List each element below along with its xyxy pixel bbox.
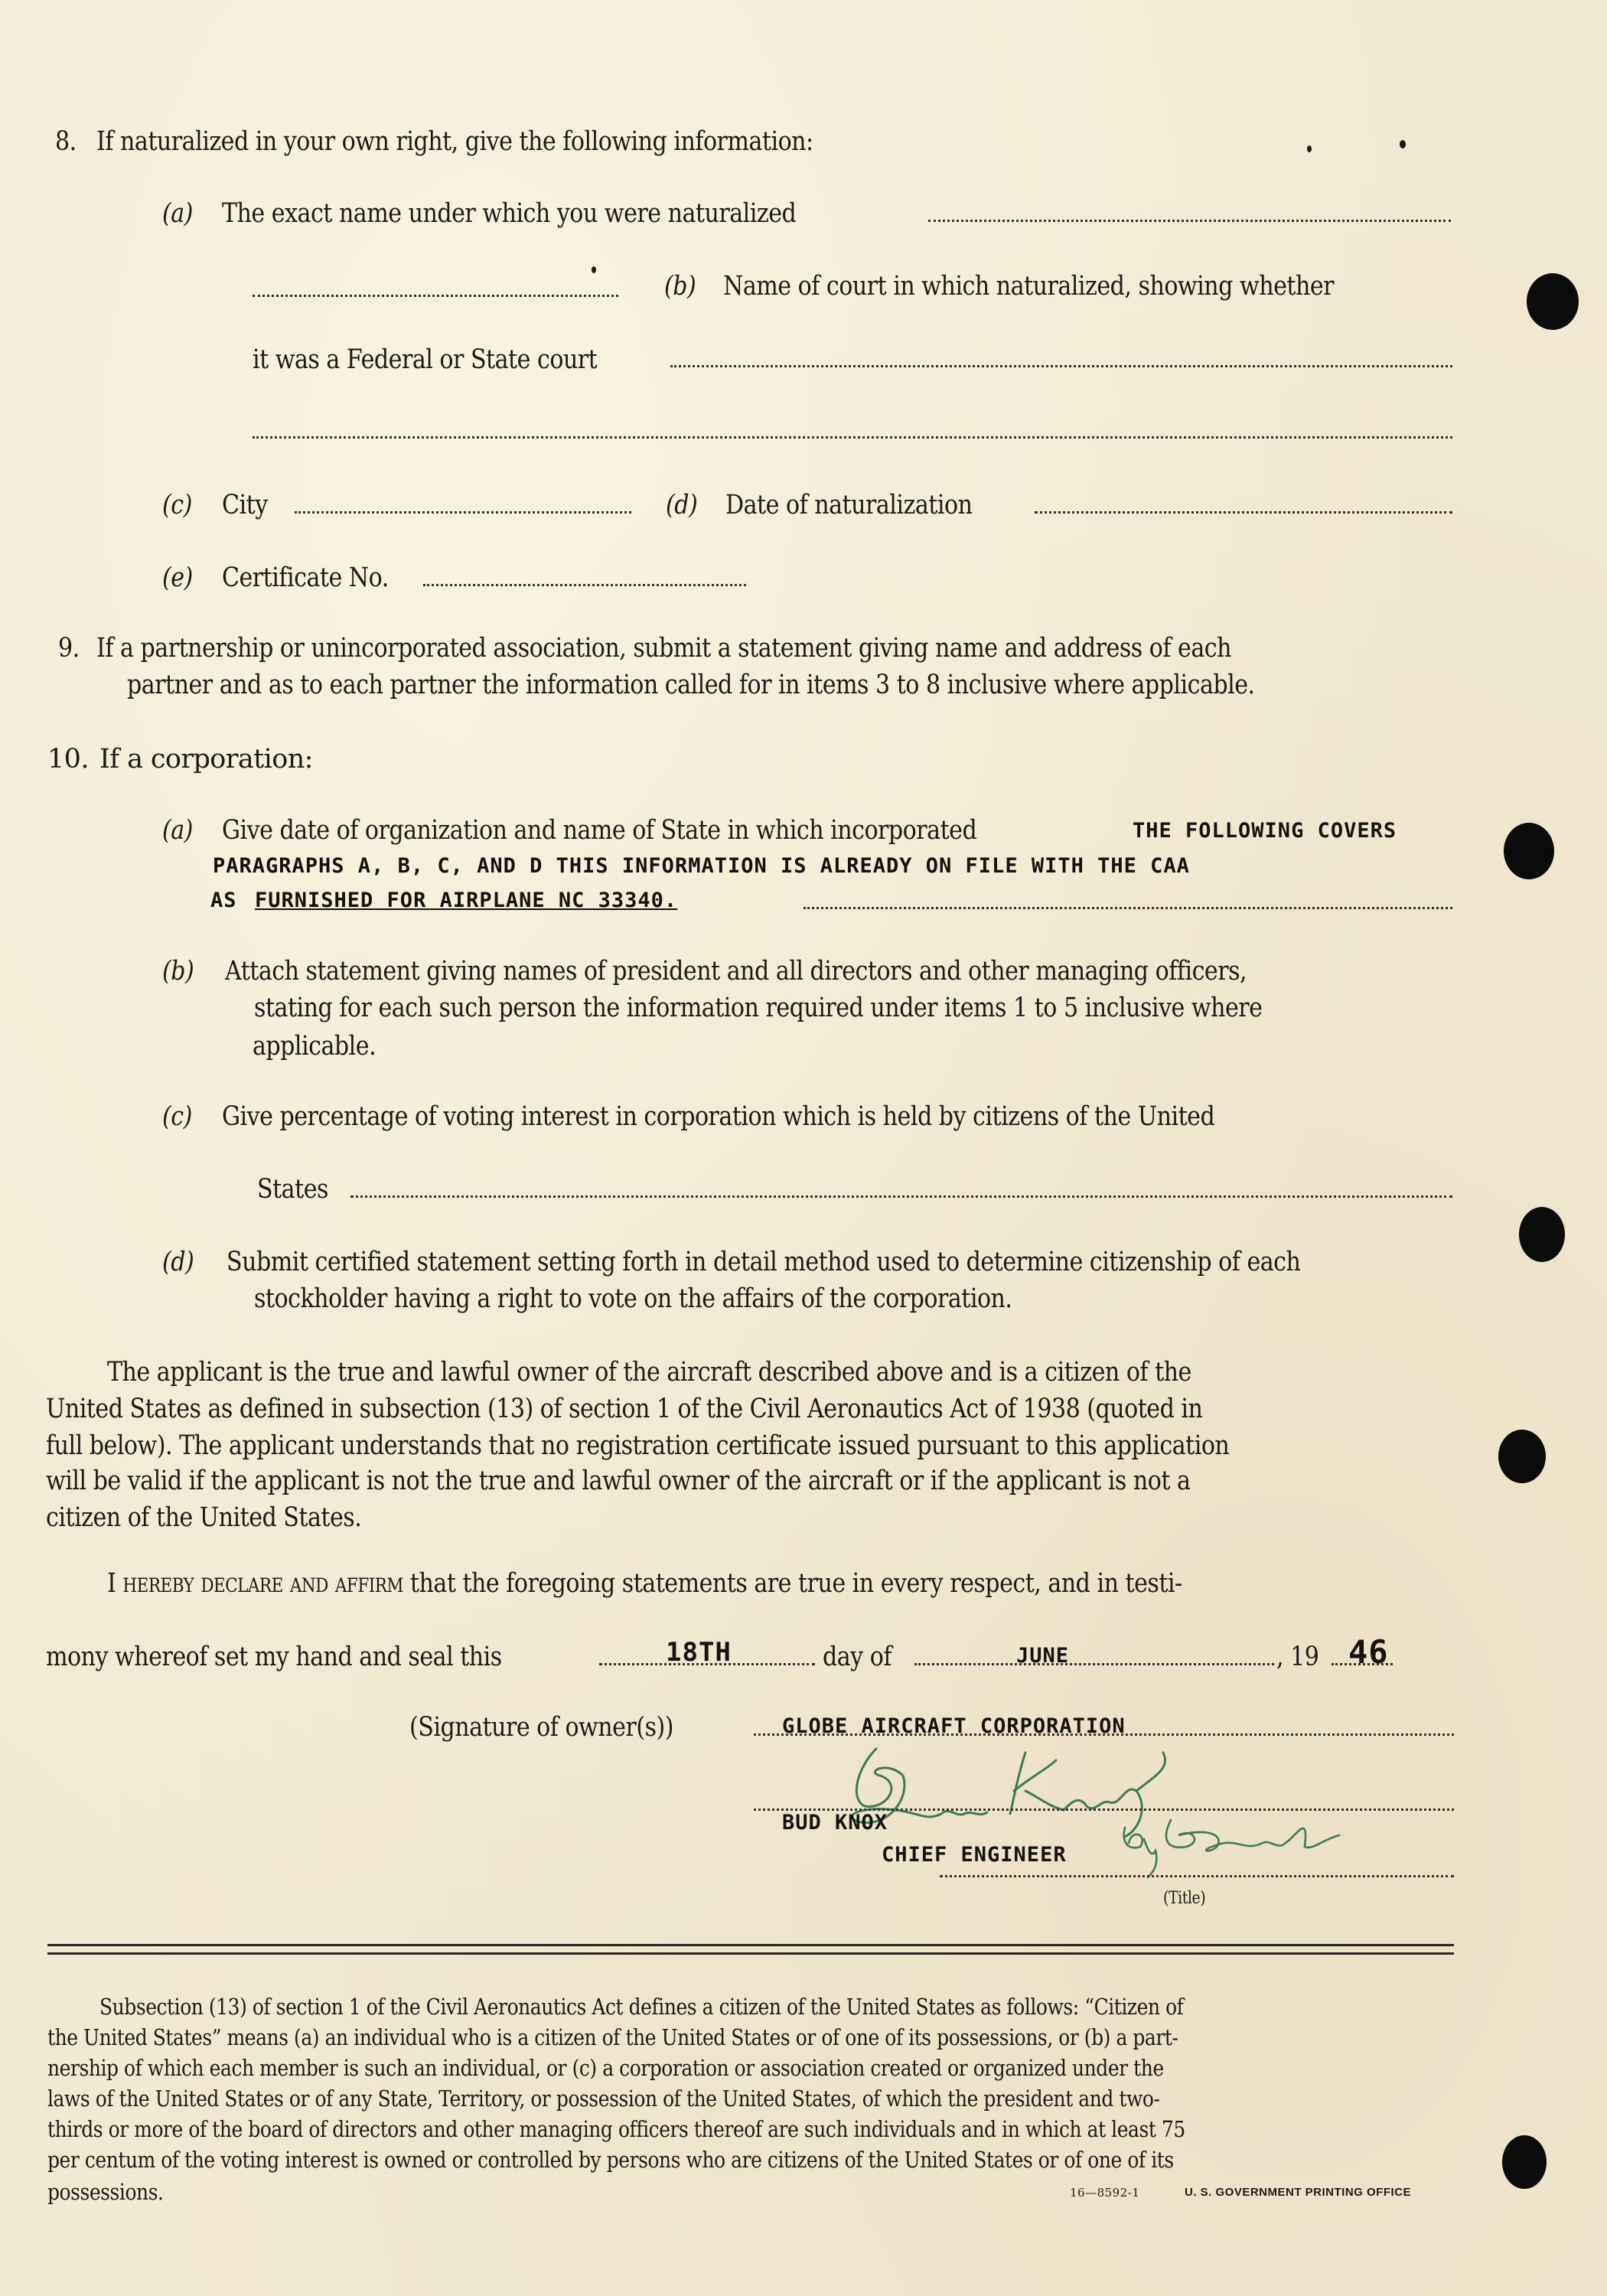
- court-field-line-2[interactable]: [253, 436, 1452, 439]
- statement-text: will be valid if the applicant is not the true and lawful owner of the aircraft or if the applicant is not a: [46, 1466, 1191, 1496]
- form-number: 16—8592-1: [1070, 2186, 1140, 2200]
- declaration-line-1: [107, 1570, 1182, 1597]
- declaration-line-2: mony whereof set my hand and seal this: [46, 1642, 502, 1672]
- footnote-text: nership of which each member is such an individual, or (c) a corporation or association created or organized under the: [47, 2055, 1164, 2081]
- field-label-certificate-no: Certificate No.: [222, 563, 389, 593]
- footnote-text: per centum of the voting interest is owned or controlled by persons who are citizens of the United States or of one of its: [47, 2147, 1174, 2173]
- subitem-text: Submit certified statement setting forth in detail method used to determine citizenship of each: [227, 1247, 1301, 1277]
- voting-interest-field[interactable]: [350, 1195, 1452, 1198]
- ink-speck: [1400, 140, 1406, 148]
- subitem-label: (e): [162, 563, 193, 593]
- subitem-text: stockholder having a right to vote on the affairs of the corporation.: [254, 1283, 1012, 1314]
- naturalization-date-field[interactable]: [1035, 511, 1452, 514]
- year-value[interactable]: 46: [1348, 1633, 1389, 1671]
- punch-hole: [1502, 2135, 1547, 2189]
- statement-text: United States as defined in subsection (13) of section 1 of the Civil Aeronautics Act of 1938 (quoted in: [46, 1394, 1203, 1424]
- ink-speck: [592, 266, 596, 273]
- title-field[interactable]: [940, 1875, 1454, 1877]
- footnote-text: thirds or more of the board of directors and other managing officers thereof are such individuals and in which at least 75: [47, 2116, 1185, 2142]
- item-number: 8.: [55, 126, 77, 157]
- item-text: partner and as to each partner the information called for in items 3 to 8 inclusive where applicable.: [127, 670, 1255, 700]
- typed-answer[interactable]: THE FOLLOWING COVERS: [1133, 819, 1397, 843]
- statement-text: The applicant is the true and lawful owner of the aircraft described above and is a citizen of the: [107, 1357, 1191, 1388]
- typed-answer-underlined[interactable]: FURNISHED FOR AIRPLANE NC 33340.: [255, 889, 678, 912]
- footnote-text: possessions.: [47, 2179, 164, 2205]
- subitem-label: (b): [162, 956, 194, 987]
- subitem-text: States: [257, 1174, 328, 1205]
- statement-text: citizen of the United States.: [46, 1502, 362, 1533]
- item-heading: If naturalized in your own right, give the following information:: [96, 126, 813, 157]
- footnote-text: Subsection (13) of section 1 of the Civil Aeronautics Act defines a citizen of the United States as follows: “Citizen of: [99, 1994, 1184, 2020]
- day-of-label: day of: [823, 1642, 892, 1672]
- owner-typed-name[interactable]: GLOBE AIRCRAFT CORPORATION: [782, 1714, 1126, 1738]
- field-label-naturalization-date: Date of naturalization: [725, 490, 973, 520]
- typed-answer[interactable]: PARAGRAPHS A, B, C, AND D THIS INFORMATION IS ALREADY ON FILE WITH THE CAA: [213, 854, 1190, 878]
- footnote-text: laws of the United States or of any State, Territory, or possession of the United States, of which the president and two-: [47, 2086, 1160, 2112]
- handwritten-by-signature: [1117, 1805, 1423, 1881]
- subitem-label: (d): [666, 490, 698, 520]
- month-field[interactable]: [914, 1663, 1274, 1665]
- divider-rule: [47, 1944, 1454, 1946]
- subitem-label: (d): [162, 1247, 194, 1277]
- subitem-label: (a): [162, 815, 193, 846]
- subitem-text: Give percentage of voting interest in corporation which is held by citizens of the United: [222, 1101, 1215, 1132]
- city-field[interactable]: [295, 511, 631, 514]
- statement-text: full below). The applicant understands that no registration certificate issued pursuant to this application: [46, 1430, 1230, 1461]
- naturalized-name-field-continued[interactable]: [253, 295, 618, 297]
- subitem-label: (b): [664, 271, 696, 302]
- item-number: 10.: [47, 744, 89, 775]
- title-label: (Title): [1163, 1889, 1206, 1908]
- month-value[interactable]: JUNE: [1016, 1644, 1070, 1668]
- field-label-city: City: [222, 490, 268, 520]
- signer-typed-name[interactable]: BUD KNOX: [782, 1811, 888, 1835]
- subitem-label: (a): [162, 198, 193, 229]
- item-text: If a partnership or unincorporated association, submit a statement giving name and address of each: [96, 633, 1231, 664]
- ink-speck: [1307, 145, 1312, 152]
- declaration-lead: I hereby declare and affirm: [107, 1568, 403, 1599]
- incorporation-field[interactable]: [804, 907, 1452, 909]
- title-typed[interactable]: CHIEF ENGINEER: [882, 1843, 1067, 1867]
- signature-label: (Signature of owner(s)): [409, 1712, 673, 1743]
- punch-hole: [1498, 1430, 1546, 1483]
- punch-hole: [1527, 273, 1579, 330]
- year-prefix: , 19: [1276, 1642, 1319, 1672]
- item-heading: If a corporation:: [99, 744, 313, 775]
- court-field[interactable]: [670, 365, 1452, 367]
- subitem-text: applicable.: [253, 1031, 376, 1062]
- day-value[interactable]: 18TH: [666, 1637, 732, 1668]
- divider-rule: [47, 1952, 1454, 1955]
- field-label-naturalized-name: The exact name under which you were naturalized: [222, 198, 797, 229]
- naturalized-name-field[interactable]: [928, 220, 1451, 222]
- declaration-text: that the foregoing statements are true in every respect, and in testi-: [409, 1568, 1182, 1599]
- subitem-label: (c): [162, 490, 192, 520]
- punch-hole: [1519, 1207, 1565, 1262]
- subitem-label: (c): [162, 1101, 192, 1132]
- field-label-court: Name of court in which naturalized, showing whether: [723, 271, 1334, 302]
- printer-credit: U. S. GOVERNMENT PRINTING OFFICE: [1185, 2186, 1412, 2199]
- punch-hole: [1504, 823, 1554, 879]
- subitem-text: Attach statement giving names of president and all directors and other managing officers,: [225, 956, 1247, 987]
- footnote-text: the United States” means (a) an individual who is a citizen of the United States or of one of its possessions, or (b) a part-: [47, 2024, 1178, 2050]
- field-label-court-cont: it was a Federal or State court: [253, 344, 598, 375]
- subitem-text: stating for each such person the information required under items 1 to 5 inclusive where: [254, 993, 1263, 1023]
- certificate-no-field[interactable]: [423, 584, 746, 586]
- typed-answer[interactable]: AS: [210, 889, 237, 912]
- item-number: 9.: [58, 633, 80, 664]
- subitem-text: Give date of organization and name of State in which incorporated: [222, 815, 977, 846]
